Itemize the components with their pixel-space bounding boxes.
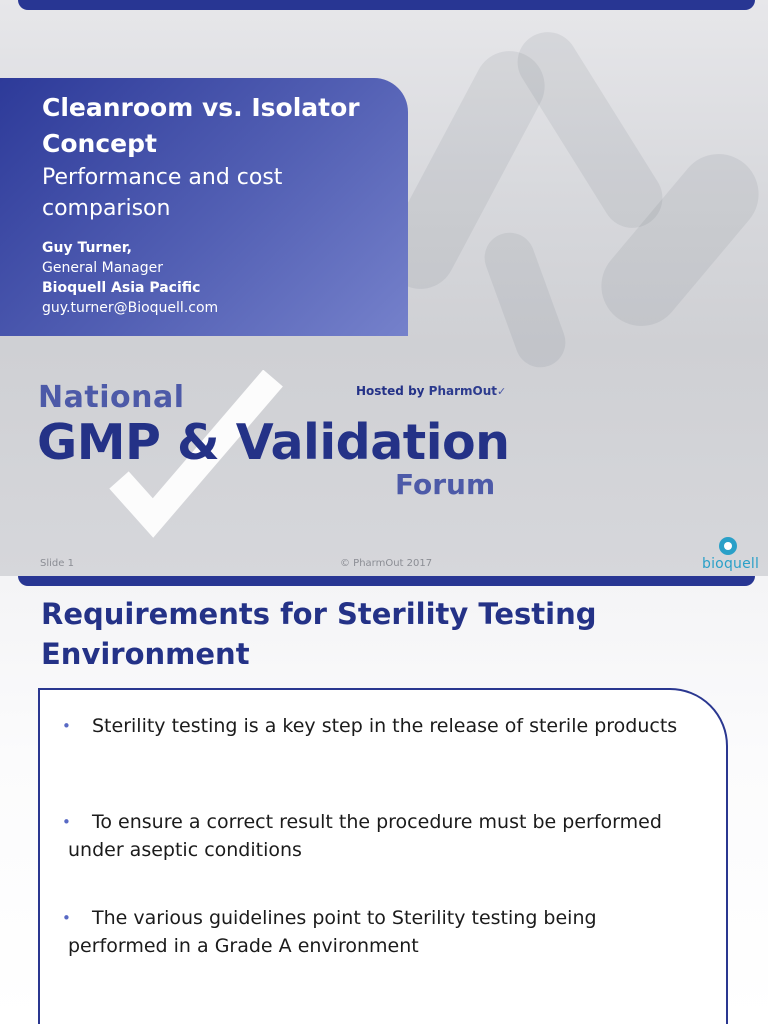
bullet-item (62, 712, 688, 740)
bullet-text: Sterility testing is a key step in the release of sterile products (92, 715, 678, 737)
presenter-name: Guy Turner, (42, 240, 132, 256)
bioquell-logo (698, 536, 762, 574)
bioquell-logo-icon (719, 537, 737, 555)
bullet-item (62, 904, 688, 960)
forum-logo-forum: Forum (395, 468, 496, 501)
bullet-text: The various guidelines point to Sterility testing being performed in a Grade A environment (68, 907, 597, 957)
top-accent-bar (18, 0, 755, 10)
bullet-marker: • (62, 717, 71, 735)
bullet-text: To ensure a correct result the procedure must be performed under aseptic conditions (68, 811, 662, 861)
forum-logo-national: National (38, 380, 185, 415)
bullet-marker: • (62, 909, 71, 927)
slide-title: Requirements for Sterility Testing Environment (41, 597, 597, 671)
bullet-marker: • (62, 813, 71, 831)
background-decoration (478, 226, 573, 375)
presentation-title: Cleanroom vs. Isolator Concept (42, 93, 360, 158)
host-name: PharmOut (428, 384, 498, 398)
slide-number: Slide 1 (40, 558, 74, 569)
hosted-by-label (356, 384, 506, 398)
presenter-email: guy.turner@Bioquell.com (42, 300, 219, 316)
presentation-subtitle: Performance and cost comparison (42, 165, 283, 221)
background-decoration (506, 21, 673, 239)
hosted-by-text: Hosted by (356, 384, 425, 398)
presenter-role: General Manager (42, 260, 163, 276)
company-name: Bioquell Asia Pacific (42, 280, 201, 296)
top-accent-bar (18, 576, 755, 586)
bioquell-logo-text: bioquell (702, 556, 760, 572)
bullet-item (62, 808, 688, 864)
content-box (38, 688, 728, 1024)
slide-2 (0, 576, 768, 1024)
pharmout-check-icon: ✓ (497, 385, 507, 398)
forum-logo-title: GMP & Validation (37, 414, 510, 471)
title-box (0, 78, 408, 336)
copyright: © PharmOut 2017 (340, 558, 433, 569)
